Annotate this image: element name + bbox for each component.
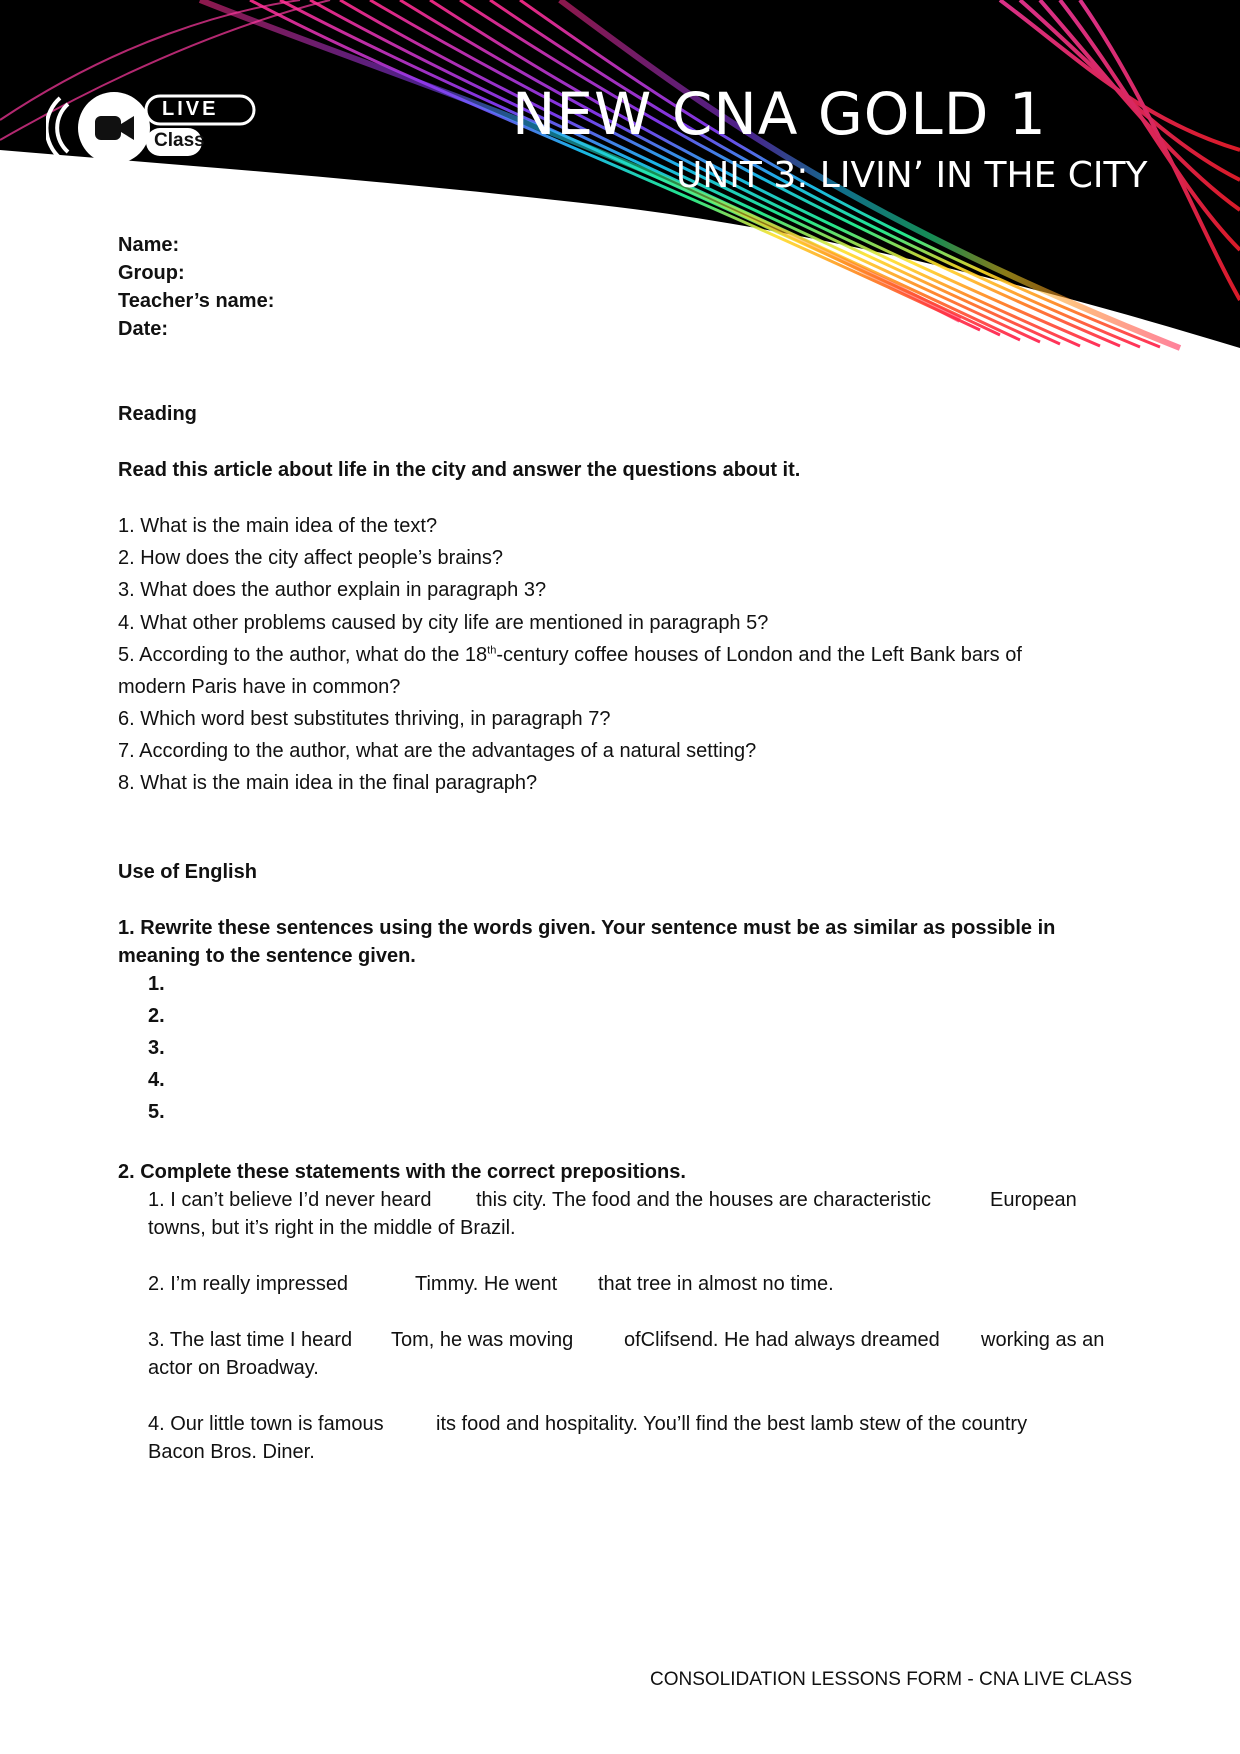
reading-question: 8. What is the main idea in the final paragraph? [118,772,538,794]
reading-instruction: Read this article about life in the city and answer the questions about it. [118,459,801,481]
unit-subtitle: UNIT 3: LIVIN’ IN THE CITY [676,155,1148,196]
ex2-item-2-part1: 2. I’m really impressed [148,1273,349,1295]
teacher-name-field-label: Teacher’s name: [118,290,275,312]
live-class-logo [46,88,256,173]
ex2-item-1-part2: this city. The food and the houses are characteristic [476,1189,932,1211]
reading-question: 3. What does the author explain in paragraph 3? [118,579,547,601]
ex2-item-3-part1: 3. The last time I heard [148,1329,353,1351]
ex2-item-4-part1: 4. Our little town is famous [148,1413,384,1435]
group-field-label: Group: [118,262,185,284]
page-title: NEW CNA GOLD 1 [512,80,1047,148]
q5-text-before: 5. According to the author, what do the 18 [118,644,488,666]
ex2-item-3-line2: actor on Broadway. [148,1357,319,1379]
reading-heading: Reading [118,403,197,425]
logo-live-text: LIVE [162,98,219,120]
ex2-item-3-part3: ofClifsend. He had always dreamed [624,1329,940,1351]
logo-class-text: Class [154,130,205,151]
exercise-1-instruction-line2: meaning to the sentence given. [118,945,416,967]
date-field-label: Date: [118,318,169,340]
reading-question: 6. Which word best substitutes thriving, in paragraph 7? [118,708,611,730]
reading-question-5-line2: modern Paris have in common? [118,676,401,698]
reading-question: 1. What is the main idea of the text? [118,515,438,537]
use-of-english-heading: Use of English [118,861,257,883]
ex2-item-2-part3: that tree in almost no time. [598,1273,834,1295]
exercise-1-item: 1. [148,973,165,995]
name-field-label: Name: [118,234,180,256]
ex2-item-1-line2: towns, but it’s right in the middle of Brazil. [148,1217,516,1239]
reading-question: 2. How does the city affect people’s brains? [118,547,504,569]
reading-question: 4. What other problems caused by city life are mentioned in paragraph 5? [118,612,769,634]
page-footer: CONSOLIDATION LESSONS FORM - CNA LIVE CLASS [650,1669,1133,1690]
exercise-1-item: 5. [148,1101,165,1123]
q5-superscript: th [487,644,497,657]
ex2-item-3-part4: working as an [981,1329,1105,1351]
exercise-1-item: 4. [148,1069,165,1091]
q5-text-after: -century coffee houses of London and the Left Bank bars of [496,644,1022,666]
ex2-item-3-part2: Tom, he was moving [391,1329,574,1351]
ex2-item-2-part2: Timmy. He went [415,1273,558,1295]
exercise-1-item: 2. [148,1005,165,1027]
live-class-logo-graphic [46,88,256,168]
exercise-1-instruction-line1: 1. Rewrite these sentences using the words given. Your sentence must be as similar as possible in [118,917,1056,939]
ex2-item-1-part3: European [990,1189,1077,1211]
reading-question: 7. According to the author, what are the advantages of a natural setting? [118,740,757,762]
ex2-item-4-part2: its food and hospitality. You’ll find the best lamb stew of the country [436,1413,1028,1435]
exercise-1-item: 3. [148,1037,165,1059]
reading-question-5 [118,644,1022,667]
ex2-item-1-part1: 1. I can’t believe I’d never heard [148,1189,432,1211]
exercise-2-instruction: 2. Complete these statements with the correct prepositions. [118,1161,686,1183]
ex2-item-4-line2: Bacon Bros. Diner. [148,1441,315,1463]
